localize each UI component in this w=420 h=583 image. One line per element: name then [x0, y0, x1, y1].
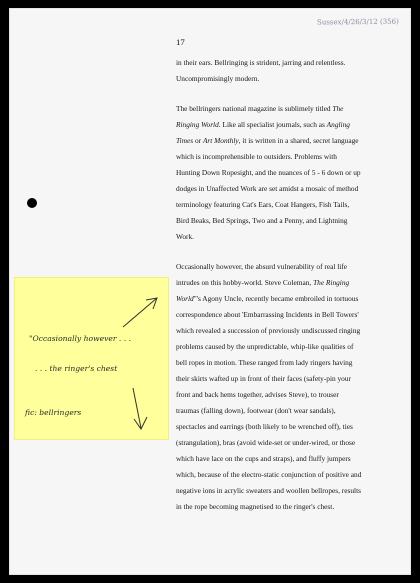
text-line: [176, 149, 390, 165]
text-run: The bellringers national magazine is sublimely titled: [176, 104, 333, 113]
text-line: [176, 339, 390, 355]
note-line-occasionally: "Occasionally however . . .: [29, 334, 131, 343]
italic-text: The: [332, 104, 344, 113]
italic-text: Art Monthly: [202, 136, 239, 145]
text-line: [176, 133, 390, 149]
paragraph-1: [176, 55, 390, 87]
text-run: dodges in Unaffected Work are set amidst a mosaic of method: [176, 184, 359, 193]
text-line: [176, 291, 390, 307]
text-line: [176, 355, 390, 371]
typescript-page: [9, 8, 411, 575]
text-line: [176, 467, 390, 483]
text-line: [176, 259, 390, 275]
text-run: problems caused by the unpredictable, whip-like qualities of: [176, 342, 354, 351]
text-run: which, because of the electro-static conjunction of positive and: [176, 470, 362, 479]
note-line-fic: fic: bellringers: [25, 408, 82, 417]
text-run: which is incomprehensible to outsiders. Problems with: [176, 152, 337, 161]
text-line: [176, 275, 390, 291]
italic-text: World: [176, 294, 194, 303]
text-line: [176, 451, 390, 467]
text-run: in the rope becoming magnetised to the ringer's chest.: [176, 502, 335, 511]
text-run: their skirts wafted up in front of their faces (safety-pin your: [176, 374, 351, 383]
text-line: [176, 435, 390, 451]
text-run: or: [193, 136, 203, 145]
down-arrow-icon: [15, 278, 168, 439]
text-run: . Like all specialist journals, such as: [218, 120, 327, 129]
text-line: [176, 101, 390, 117]
text-run: Occasionally however, the absurd vulnerability of real life: [176, 262, 347, 271]
sticky-note: [15, 278, 168, 439]
text-line: [176, 419, 390, 435]
text-run: which have lace on the cups and straps), and fluffy jumpers: [176, 454, 351, 463]
text-run: Uncompromisingly modern.: [176, 74, 260, 83]
italic-text: Ringing World: [176, 120, 219, 129]
text-line: [176, 323, 390, 339]
italic-text: Angling: [326, 120, 350, 129]
text-line: [176, 483, 390, 499]
text-line: [176, 229, 390, 245]
text-line: [176, 55, 390, 71]
text-run: "'s Agony Uncle, recently became embroiled in tortuous: [193, 294, 359, 303]
text-run: spectacles and earrings (both likely to be wrenched off), ties: [176, 422, 353, 431]
text-line: [176, 371, 390, 387]
note-line-ringers-chest: . . . the ringer's chest: [35, 364, 118, 373]
text-line: [176, 71, 390, 87]
text-line: [176, 307, 390, 323]
text-run: Bird Beaks, Bed Springs, Two and a Penny, and Lightning: [176, 216, 348, 225]
text-run: terminology featuring Cat's Ears, Coat Hangers, Fish Tails,: [176, 200, 350, 209]
text-run: correspondence about 'Embarrassing Incidents in Bell Towers': [176, 310, 359, 319]
text-run: Work.: [176, 232, 194, 241]
text-run: Hunting Down Ropesight, and the nuances of 5 - 6 down or up: [176, 168, 361, 177]
text-run: which revealed a succession of previously undiscussed ringing: [176, 326, 361, 335]
text-run: bell ropes in motion. These ranged from lady ringers having: [176, 358, 353, 367]
text-run: (strangulation), bras (avoid wide-set or under-wired, or those: [176, 438, 356, 447]
page-number: 17: [176, 37, 185, 47]
text-line: [176, 165, 390, 181]
text-run: negative ions in acrylic sweaters and woollen bellropes, results: [176, 486, 361, 495]
text-line: [176, 117, 390, 133]
text-line: [176, 213, 390, 229]
text-line: [176, 499, 390, 515]
text-run: front and back hems together, advises Steve), to trouser: [176, 390, 339, 399]
text-line: [176, 403, 390, 419]
text-run: intrudes on this hobby-world. Steve Coleman,: [176, 278, 314, 287]
archive-reference: Sussex/4/26/3/12 (356): [316, 17, 399, 27]
text-run: traumas (falling down), footwear (don't wear sandals),: [176, 406, 336, 415]
punch-hole: [27, 198, 37, 208]
text-line: [176, 197, 390, 213]
text-line: [176, 181, 390, 197]
text-line: [176, 387, 390, 403]
text-run: , it is written in a shared, secret language: [238, 136, 359, 145]
italic-text: Times: [176, 136, 194, 145]
paragraph-3: [176, 259, 390, 515]
italic-text: The Ringing: [313, 278, 350, 287]
text-run: in their ears. Bellringing is strident, jarring and relentless.: [176, 58, 346, 67]
paragraph-2: [176, 101, 390, 245]
